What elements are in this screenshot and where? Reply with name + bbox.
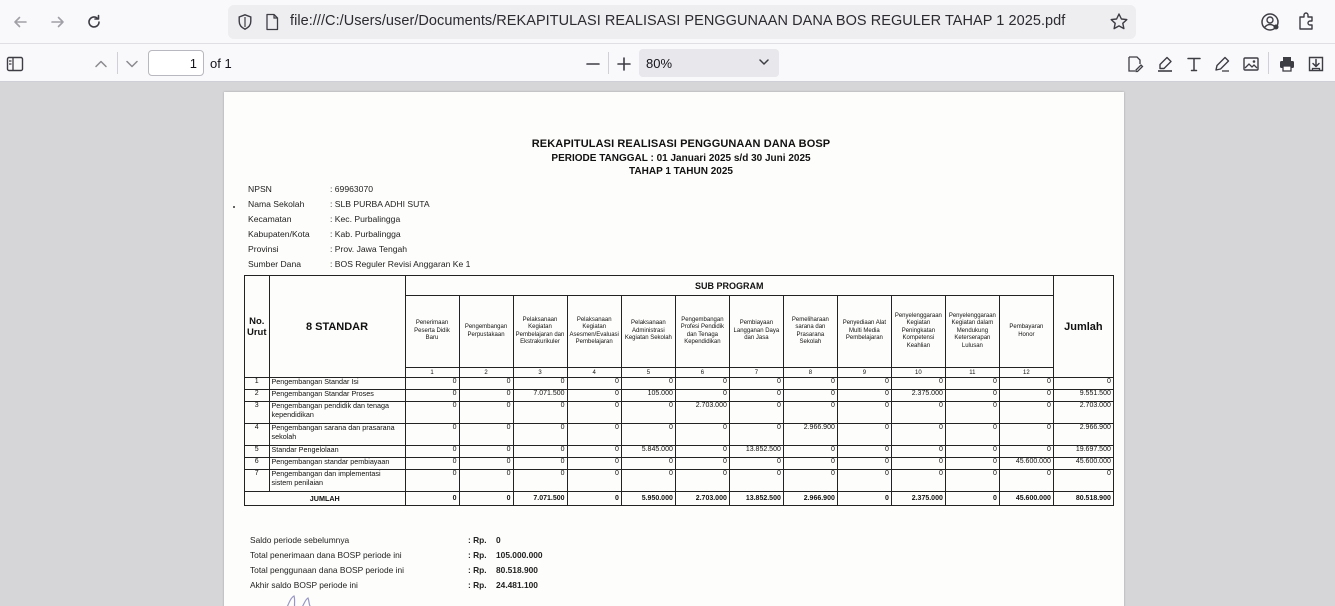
- column-index: 4: [567, 368, 621, 378]
- minus-icon: [585, 56, 601, 72]
- image-button[interactable]: [1240, 53, 1262, 75]
- pdf-toolbar: [0, 44, 1335, 82]
- sidebar-toggle-button[interactable]: [4, 53, 26, 75]
- cell-value: 0: [567, 470, 621, 492]
- total-value: 0: [945, 492, 999, 506]
- cell-value: 0: [837, 402, 891, 424]
- chevron-up-icon: [93, 56, 109, 72]
- cell-value: 0: [729, 470, 783, 492]
- row-number: 1: [245, 378, 270, 390]
- column-index: 5: [621, 368, 675, 378]
- zoom-select[interactable]: [639, 49, 779, 77]
- print-icon: [1278, 55, 1296, 73]
- cell-value: 0: [783, 470, 837, 492]
- summary-amount: 0: [496, 535, 501, 545]
- next-page-button[interactable]: [121, 53, 143, 75]
- summary-amount: 105.000.000: [496, 550, 543, 560]
- row-number: 7: [245, 470, 270, 492]
- row-standar: Pengembangan Standar Proses: [269, 390, 405, 402]
- info-label: Provinsi: [248, 244, 279, 254]
- arrow-right-icon: [49, 13, 67, 31]
- row-jumlah: 0: [1053, 378, 1113, 390]
- cell-value: 0: [999, 470, 1053, 492]
- info-value: : BOS Reguler Revisi Anggaran Ke 1: [330, 259, 471, 269]
- cell-value: 0: [513, 402, 567, 424]
- save-button[interactable]: [1305, 53, 1327, 75]
- cell-value: 0: [459, 402, 513, 424]
- cell-value: 0: [891, 378, 945, 390]
- summary-currency: : Rp.: [468, 535, 487, 545]
- text-button[interactable]: [1183, 53, 1205, 75]
- previous-page-button[interactable]: [90, 53, 112, 75]
- save-icon: [1307, 55, 1325, 73]
- cell-value: 0: [837, 378, 891, 390]
- cell-value: 0: [783, 446, 837, 458]
- summary-currency: : Rp.: [468, 565, 487, 575]
- row-standar: Pengembangan pendidik dan tenaga kependidikan: [269, 402, 405, 424]
- document-title: REKAPITULASI REALISASI PENGGUNAAN DANA BOSP: [531, 138, 831, 150]
- cell-value: 0: [945, 402, 999, 424]
- plus-icon: [616, 56, 632, 72]
- browser-toolbar: [0, 0, 1335, 44]
- total-value: 13.852.500: [729, 492, 783, 506]
- info-value: : Kab. Purbalingga: [330, 229, 401, 239]
- cell-value: 0: [621, 402, 675, 424]
- cell-value: 105.000: [621, 390, 675, 402]
- cell-value: 0: [999, 446, 1053, 458]
- cell-value: 45.600.000: [999, 458, 1053, 470]
- table-row: [245, 390, 1114, 402]
- row-jumlah: 19.697.500: [1053, 446, 1113, 458]
- total-value: 0: [837, 492, 891, 506]
- cell-value: 0: [837, 458, 891, 470]
- cell-value: 0: [405, 458, 459, 470]
- cell-value: 0: [783, 378, 837, 390]
- reload-icon: [85, 13, 103, 31]
- header-jumlah: Jumlah: [1053, 276, 1113, 378]
- cell-value: 13.852.500: [729, 446, 783, 458]
- column-index: 12: [999, 368, 1053, 378]
- cell-value: 0: [621, 378, 675, 390]
- cell-value: 0: [729, 424, 783, 446]
- cell-value: 0: [945, 458, 999, 470]
- header-no-urut: No. Urut: [245, 276, 270, 378]
- reload-button[interactable]: [80, 8, 108, 36]
- column-header: Penyelenggaraan Kegiatan dalam Mendukung Keterserapan Lulusan: [945, 296, 999, 368]
- page-number-input[interactable]: 1: [148, 50, 204, 76]
- total-value: 0: [459, 492, 513, 506]
- document-period: PERIODE TANGGAL : 01 Januari 2025 s/d 30 Juni 2025: [551, 153, 811, 164]
- cell-value: 0: [945, 424, 999, 446]
- cell-value: 0: [459, 458, 513, 470]
- cell-value: 0: [567, 390, 621, 402]
- summary-currency: : Rp.: [468, 550, 487, 560]
- cell-value: 0: [621, 470, 675, 492]
- zoom-value: 80%: [646, 56, 673, 71]
- text-icon: [1185, 55, 1203, 73]
- shield-icon[interactable]: [236, 13, 254, 31]
- cell-value: 0: [837, 446, 891, 458]
- column-header: Penyelenggaraan Kegiatan Peningkatan Kompetensi Keahlian: [891, 296, 945, 368]
- info-label: Kecamatan: [248, 214, 292, 224]
- column-index: 9: [837, 368, 891, 378]
- cell-value: 0: [837, 470, 891, 492]
- table-row: [245, 446, 1114, 458]
- column-header: Pengembangan Perpustakaan: [459, 296, 513, 368]
- column-header: Pelaksanaan Kegiatan Pembelajaran dan Ekstrakurikuler: [513, 296, 567, 368]
- cell-value: 0: [729, 458, 783, 470]
- cell-value: 0: [729, 390, 783, 402]
- cell-value: 0: [459, 446, 513, 458]
- cell-value: 0: [945, 470, 999, 492]
- column-index: 2: [459, 368, 513, 378]
- info-value: : Prov. Jawa Tengah: [330, 244, 408, 254]
- cell-value: 0: [999, 424, 1053, 446]
- row-jumlah: 9.551.500: [1053, 390, 1113, 402]
- info-label: Sumber Dana: [248, 259, 302, 269]
- cell-value: 0: [513, 470, 567, 492]
- row-number: 6: [245, 458, 270, 470]
- summary-label: Total penerimaan dana BOSP periode ini: [250, 550, 402, 560]
- cell-value: 0: [459, 378, 513, 390]
- cell-value: 0: [783, 458, 837, 470]
- info-value: : SLB PURBA ADHI SUTA: [330, 199, 430, 209]
- cell-value: 0: [675, 470, 729, 492]
- table-row: [245, 458, 1114, 470]
- row-number: 2: [245, 390, 270, 402]
- cell-value: 0: [891, 458, 945, 470]
- cell-value: 5.845.000: [621, 446, 675, 458]
- cell-value: 0: [999, 390, 1053, 402]
- star-icon[interactable]: [1108, 11, 1130, 33]
- page-total-label: of 1: [210, 56, 232, 71]
- back-button[interactable]: [6, 8, 34, 36]
- cell-value: 0: [459, 390, 513, 402]
- total-value: 2.966.900: [783, 492, 837, 506]
- zoom-out-button[interactable]: [582, 53, 604, 75]
- summary-label: Akhir saldo BOSP periode ini: [250, 580, 358, 590]
- cell-value: 0: [891, 470, 945, 492]
- summary-label: Total penggunaan dana BOSP periode ini: [250, 565, 404, 575]
- column-index: 10: [891, 368, 945, 378]
- row-jumlah: 2.966.900: [1053, 424, 1113, 446]
- column-header: Pelaksanaan Kegiatan Asesmen/Evaluasi Pembelajaran: [567, 296, 621, 368]
- cell-value: 0: [945, 378, 999, 390]
- cell-value: 0: [945, 446, 999, 458]
- column-header: Penerimaan Peserta Didik Baru: [405, 296, 459, 368]
- cell-value: 2.966.900: [783, 424, 837, 446]
- cell-value: 0: [405, 378, 459, 390]
- cell-value: 0: [567, 424, 621, 446]
- divider: [117, 52, 118, 74]
- column-index: 7: [729, 368, 783, 378]
- total-value: 0: [567, 492, 621, 506]
- header-sub-program: SUB PROGRAM: [405, 276, 1053, 296]
- total-value: 7.071.500: [513, 492, 567, 506]
- highlight-button[interactable]: [1154, 53, 1176, 75]
- row-jumlah: 2.703.000: [1053, 402, 1113, 424]
- header-standar: 8 STANDAR: [269, 276, 405, 378]
- cell-value: 0: [999, 378, 1053, 390]
- total-value: 2.703.000: [675, 492, 729, 506]
- info-label: Nama Sekolah: [248, 199, 305, 209]
- cell-value: 0: [513, 378, 567, 390]
- cell-value: 0: [891, 446, 945, 458]
- total-jumlah: 80.518.900: [1053, 492, 1113, 506]
- highlighter-icon: [1156, 55, 1174, 73]
- sidebar-toggle-icon: [6, 56, 24, 72]
- row-standar: Pengembangan Standar Isi: [269, 378, 405, 390]
- column-index: 8: [783, 368, 837, 378]
- row-standar: Standar Pengelolaan: [269, 446, 405, 458]
- cell-value: 0: [567, 378, 621, 390]
- cell-value: 0: [837, 390, 891, 402]
- total-row: [245, 492, 1114, 506]
- cell-value: 0: [459, 424, 513, 446]
- cell-value: 0: [945, 390, 999, 402]
- signature-scribble: [280, 588, 340, 606]
- cell-value: 0: [729, 378, 783, 390]
- column-header: Penyediaan Alat Multi Media Pembelajaran: [837, 296, 891, 368]
- table-body: [245, 378, 1114, 506]
- column-index: 1: [405, 368, 459, 378]
- divider: [1268, 52, 1269, 74]
- divider: [608, 52, 609, 74]
- row-jumlah: 0: [1053, 470, 1113, 492]
- cell-value: 0: [567, 402, 621, 424]
- column-header: Pelaksanaan Administrasi Kegiatan Sekolah: [621, 296, 675, 368]
- url-text: file:///C:/Users/user/Documents/REKAPITULASI REALISASI PENGGUNAAN DANA BOS REGULER TAHAP 1 2025.pdf: [290, 13, 1066, 29]
- row-standar: Pengembangan standar pembiayaan: [269, 458, 405, 470]
- table-row: [245, 424, 1114, 446]
- row-standar: Pengembangan dan implementasi sistem penilaian: [269, 470, 405, 492]
- cell-value: 0: [729, 402, 783, 424]
- chevron-down-icon: [757, 55, 771, 69]
- total-value: 45.600.000: [999, 492, 1053, 506]
- cell-value: 7.071.500: [513, 390, 567, 402]
- cell-value: 0: [783, 390, 837, 402]
- column-index: 3: [513, 368, 567, 378]
- total-value: 0: [405, 492, 459, 506]
- cell-value: 2.375.000: [891, 390, 945, 402]
- total-label: JUMLAH: [245, 492, 406, 506]
- row-standar: Pengembangan sarana dan prasarana sekolah: [269, 424, 405, 446]
- column-header: Pembiayaan Langganan Daya dan Jasa: [729, 296, 783, 368]
- extensions-icon[interactable]: [1294, 10, 1318, 34]
- cell-value: 0: [891, 424, 945, 446]
- forward-button[interactable]: [44, 8, 72, 36]
- total-value: 5.950.000: [621, 492, 675, 506]
- cell-value: 0: [405, 446, 459, 458]
- info-label: Kabupaten/Kota: [248, 229, 310, 239]
- table-row: [245, 402, 1114, 424]
- print-button[interactable]: [1276, 53, 1298, 75]
- cell-value: 0: [999, 402, 1053, 424]
- page-icon: [264, 13, 280, 31]
- draw-button[interactable]: [1211, 53, 1233, 75]
- table-row: [245, 378, 1114, 390]
- summary-amount: 80.518.900: [496, 565, 538, 575]
- arrow-left-icon: [11, 13, 29, 31]
- cell-value: 0: [459, 470, 513, 492]
- cell-value: 0: [405, 390, 459, 402]
- cell-value: 0: [621, 424, 675, 446]
- info-label: NPSN: [248, 184, 272, 194]
- info-value: : Kec. Purbalingga: [330, 214, 401, 224]
- header-row: [245, 276, 1114, 296]
- cell-value: 0: [513, 424, 567, 446]
- cell-value: 0: [513, 458, 567, 470]
- column-index: 11: [945, 368, 999, 378]
- table-row: [245, 470, 1114, 492]
- chevron-down-icon: [124, 56, 140, 72]
- zoom-in-button[interactable]: [613, 53, 635, 75]
- total-value: 2.375.000: [891, 492, 945, 506]
- info-value: : 69963070: [330, 184, 374, 194]
- cell-value: 0: [891, 402, 945, 424]
- address-bar[interactable]: [228, 5, 1136, 39]
- recap-table: [244, 275, 1114, 506]
- image-icon: [1242, 55, 1260, 73]
- cell-value: 2.703.000: [675, 402, 729, 424]
- cell-value: 0: [837, 424, 891, 446]
- document-stage: TAHAP 1 TAHUN 2025: [629, 166, 733, 177]
- cell-value: 0: [621, 458, 675, 470]
- pdf-viewer[interactable]: [0, 82, 1335, 606]
- cell-value: 0: [675, 424, 729, 446]
- cell-value: 0: [783, 402, 837, 424]
- column-header: Pembayaran Honor: [999, 296, 1053, 368]
- cell-value: 0: [567, 458, 621, 470]
- row-number: 4: [245, 424, 270, 446]
- cell-value: 0: [513, 446, 567, 458]
- row-number: 5: [245, 446, 270, 458]
- table-header: [245, 276, 1114, 378]
- edit-document-icon: [1126, 55, 1144, 73]
- column-index: 6: [675, 368, 729, 378]
- summary-amount: 24.481.100: [496, 580, 538, 590]
- column-header: Pengembangan Profesi Pendidik dan Tenaga Kependidikan: [675, 296, 729, 368]
- text-highlight-button[interactable]: [1124, 53, 1146, 75]
- cell-value: 0: [405, 470, 459, 492]
- column-header: Pemeliharaan sarana dan Prasarana Sekolah: [783, 296, 837, 368]
- pen-icon: [1213, 55, 1231, 73]
- cell-value: 0: [675, 446, 729, 458]
- scan-speck: [233, 206, 235, 208]
- summary-label: Saldo periode sebelumnya: [250, 535, 350, 545]
- cell-value: 0: [675, 378, 729, 390]
- account-icon[interactable]: [1258, 10, 1282, 34]
- row-jumlah: 45.600.000: [1053, 458, 1113, 470]
- cell-value: 0: [567, 446, 621, 458]
- row-number: 3: [245, 402, 270, 424]
- pdf-page: [224, 92, 1124, 606]
- summary-currency: : Rp.: [468, 580, 487, 590]
- cell-value: 0: [405, 424, 459, 446]
- cell-value: 0: [675, 390, 729, 402]
- cell-value: 0: [405, 402, 459, 424]
- cell-value: 0: [675, 458, 729, 470]
